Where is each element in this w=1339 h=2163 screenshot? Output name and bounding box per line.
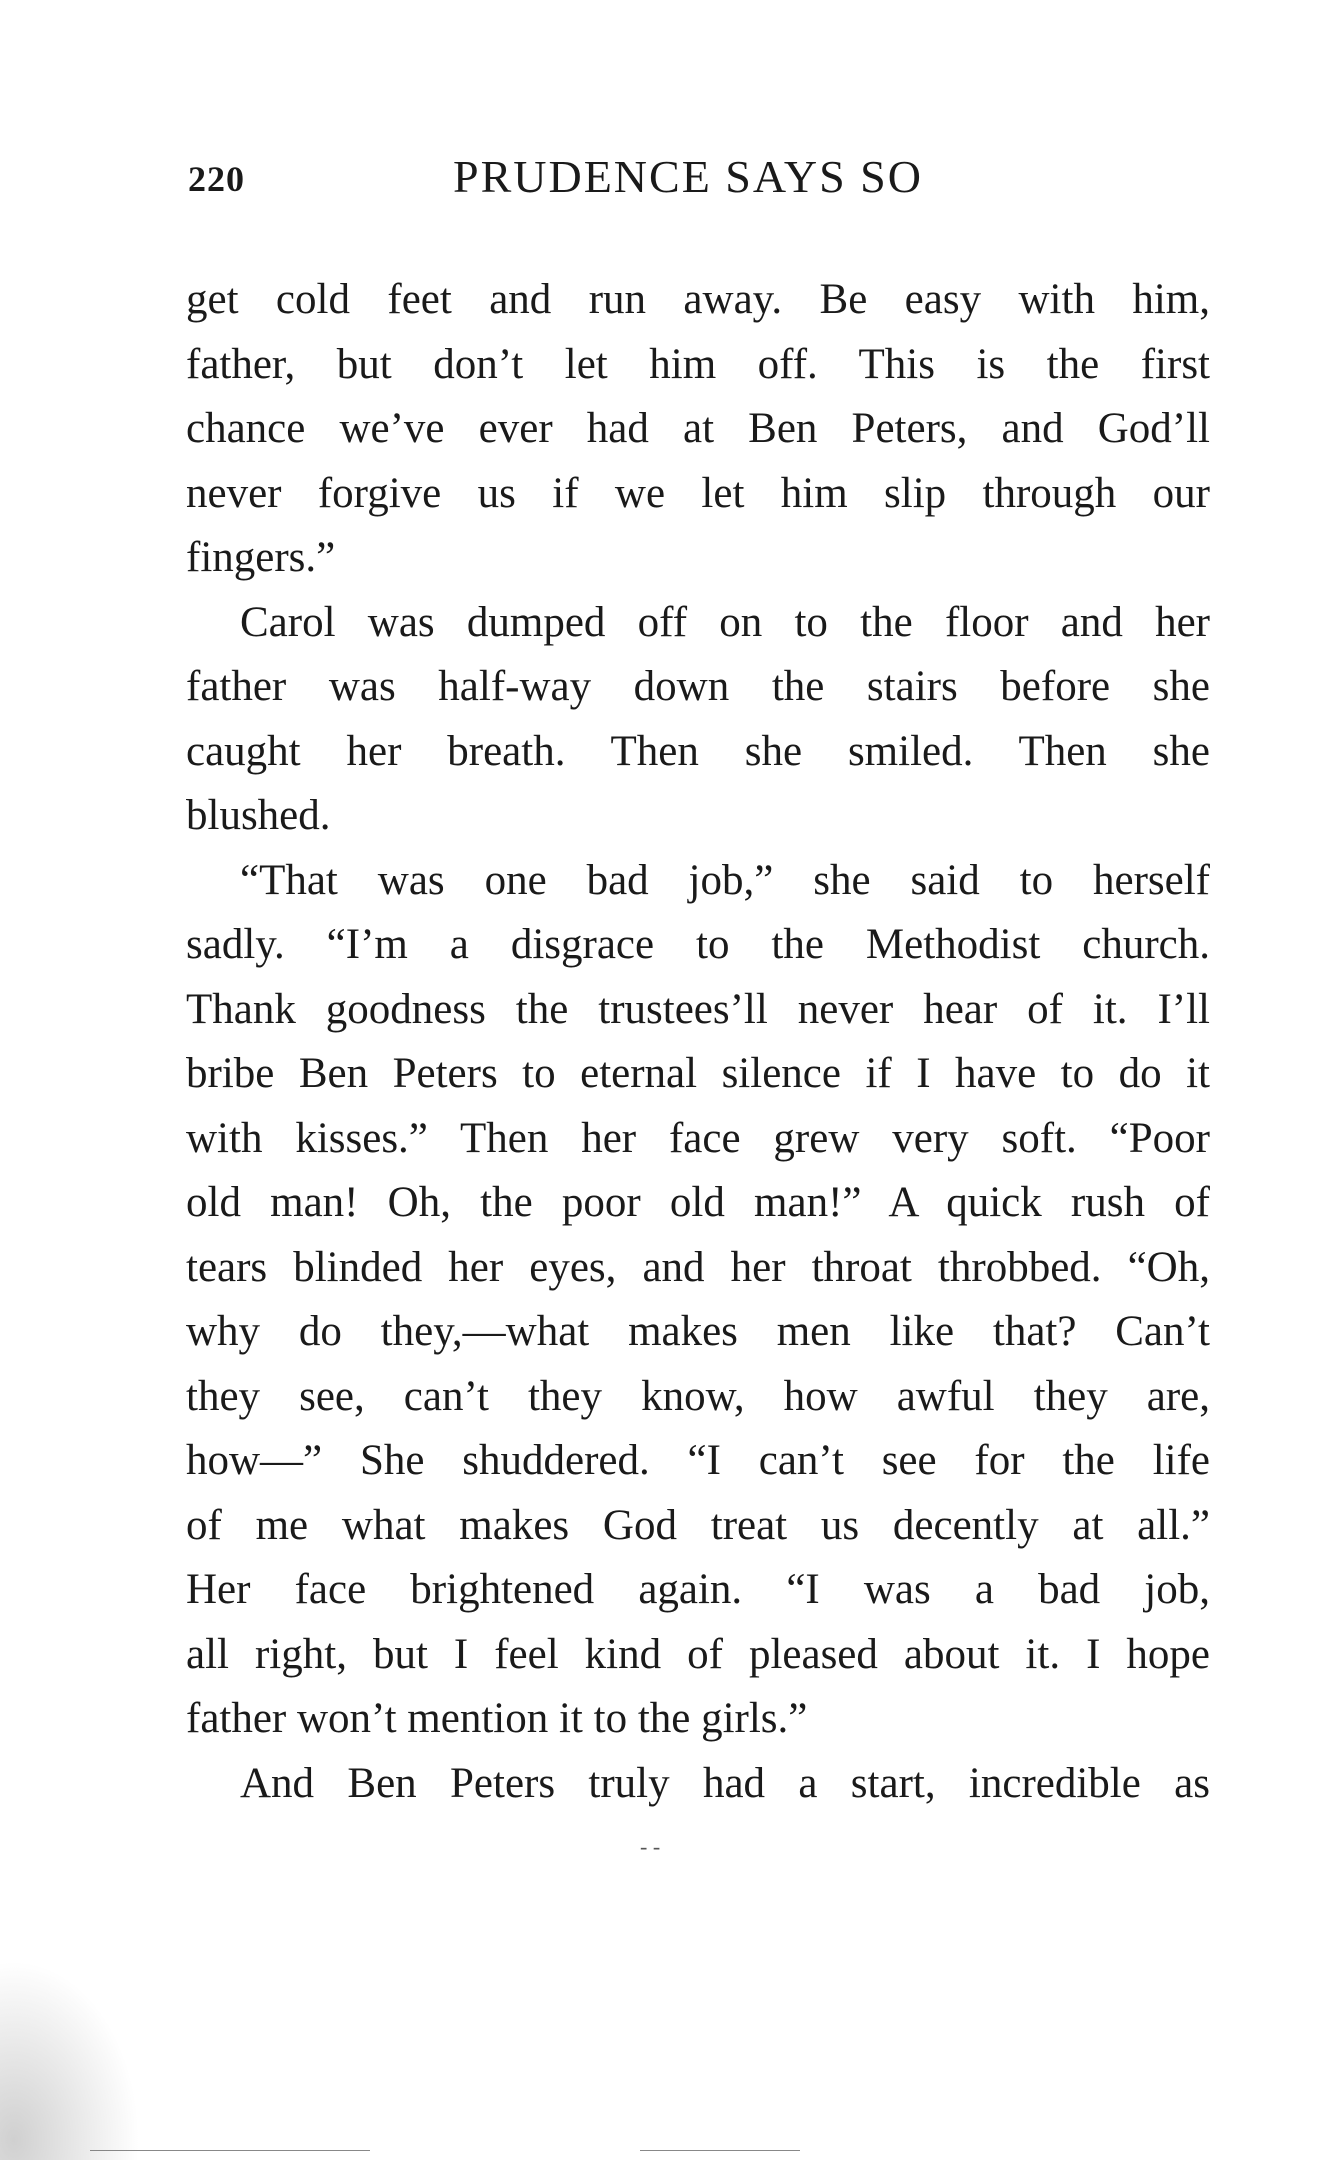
text-line: of me what makes God treat us decently at all.” (186, 1501, 1210, 1549)
text-line: never forgive us if we let him slip through our (186, 469, 1210, 517)
text-line: get cold feet and run away. Be easy with him, (186, 276, 1210, 323)
running-head (188, 150, 1208, 210)
paragraph (186, 591, 1210, 849)
text-line: father won’t mention it to the girls.” (186, 1695, 808, 1742)
text-line: Carol was dumped off on to the floor and her (240, 598, 1210, 646)
text-line: caught her breath. Then she smiled. Then she (186, 727, 1210, 775)
running-title: PRUDENCE SAYS SO (453, 151, 923, 202)
text-line: sadly. “I’m a disgrace to the Methodist church. (186, 921, 1210, 968)
text-line: And Ben Peters truly had a start, incredible as (240, 1759, 1210, 1807)
paragraph (186, 268, 1210, 591)
text-line: how—” She shuddered. “I can’t see for the life (186, 1437, 1210, 1484)
bottom-rule-center (640, 2150, 800, 2151)
text-line: “That was one bad job,” she said to herself (240, 856, 1210, 904)
text-line: tears blinded her eyes, and her throat throbbed. “Oh, (186, 1243, 1210, 1291)
text-line: blushed. (186, 792, 331, 839)
paragraph (186, 1752, 1210, 1817)
text-line: with kisses.” Then her face grew very soft. “Poor (186, 1114, 1210, 1162)
signature-mark: - - (640, 1834, 661, 1859)
paragraph (186, 849, 1210, 1752)
text-line: father, but don’t let him off. This is the first (186, 340, 1210, 388)
page-number: 220 (188, 159, 245, 199)
page-smudge (0, 1960, 140, 2160)
text-line: they see, can’t they know, how awful they are, (186, 1372, 1210, 1420)
text-line: father was half-way down the stairs before she (186, 663, 1210, 710)
text-line: fingers.” (186, 534, 336, 581)
text-line: chance we’ve ever had at Ben Peters, and God’ll (186, 405, 1210, 452)
text-line: why do they,—what makes men like that? Can’t (186, 1308, 1210, 1355)
text-line: Thank goodness the trustees’ll never hear of it. I’ll (186, 985, 1210, 1033)
body-text (186, 268, 1210, 1816)
text-line: bribe Ben Peters to eternal silence if I have to do it (186, 1050, 1210, 1097)
text-line: all right, but I feel kind of pleased about it. I hope (186, 1630, 1210, 1678)
text-line: Her face brightened again. “I was a bad job, (186, 1566, 1210, 1613)
text-line: old man! Oh, the poor old man!” A quick rush of (186, 1179, 1210, 1226)
